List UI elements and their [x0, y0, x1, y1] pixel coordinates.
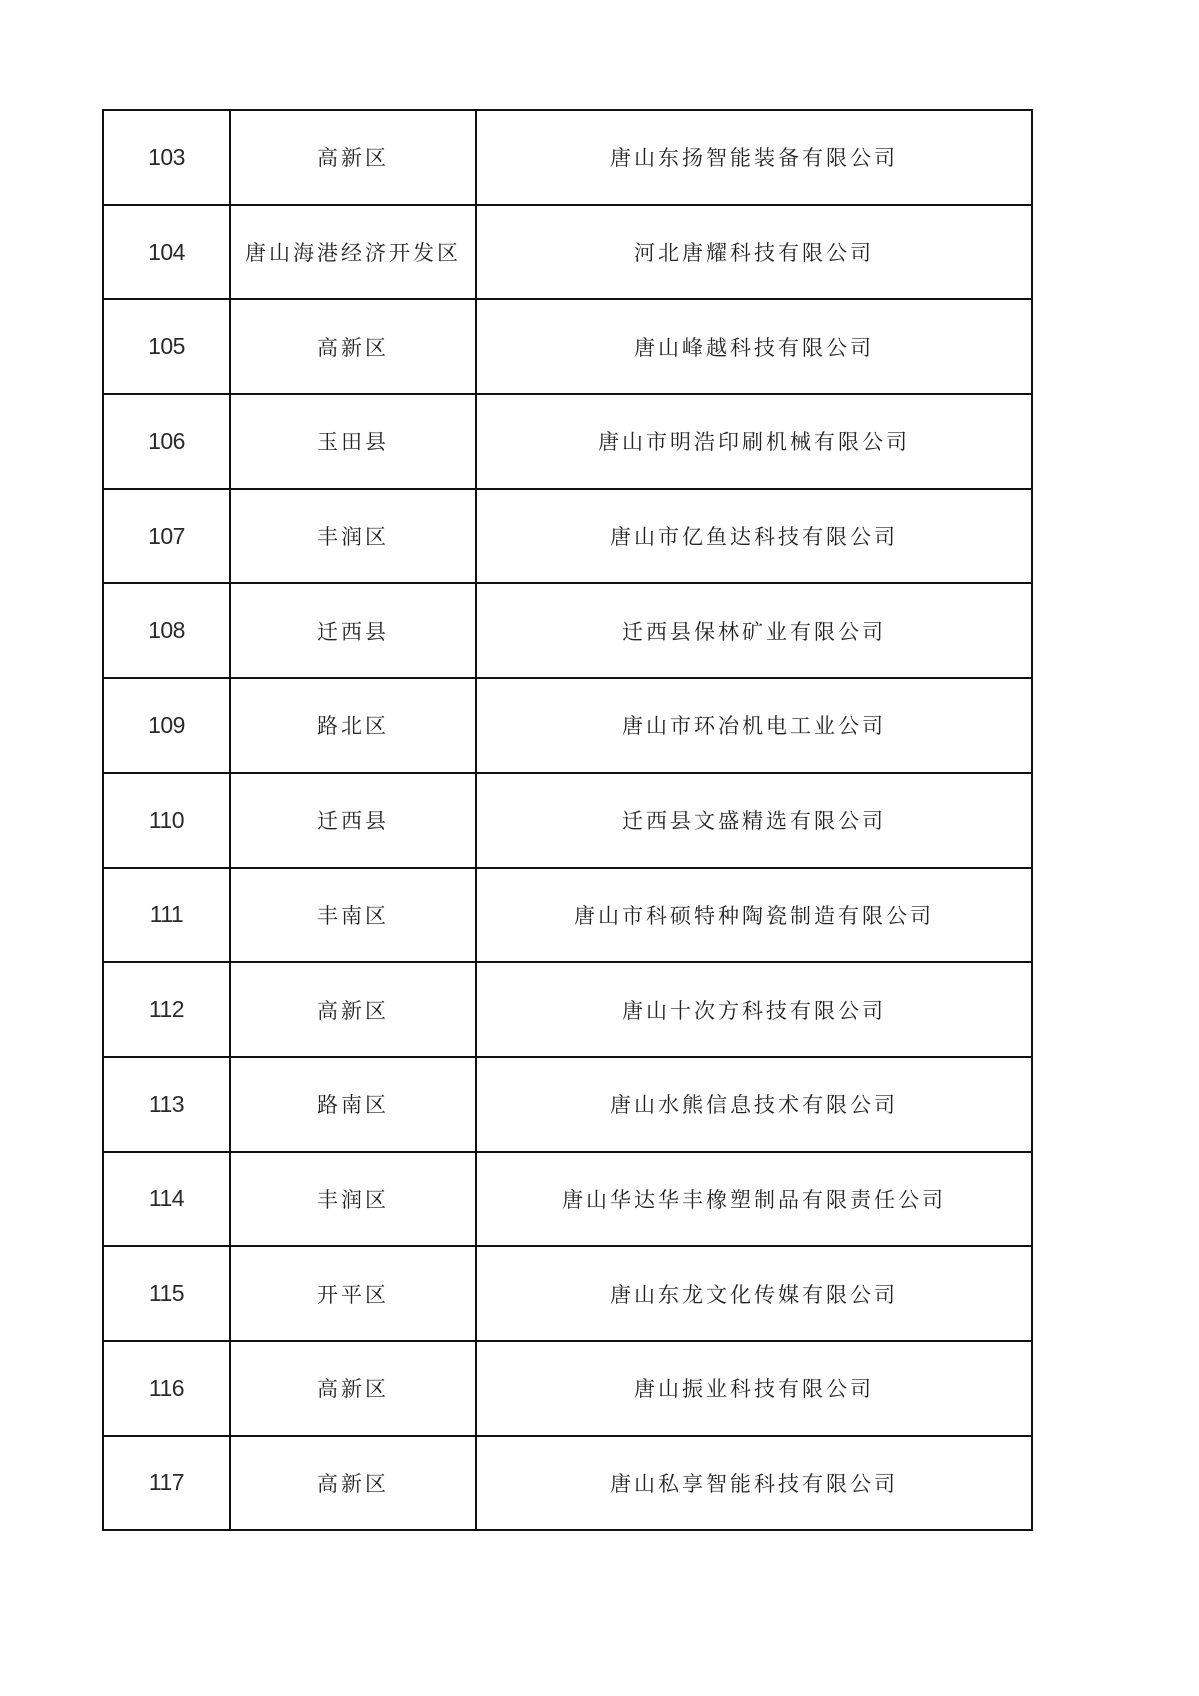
company-name-cell: 唐山水熊信息技术有限公司 — [476, 1057, 1032, 1152]
table-row — [103, 962, 1032, 1057]
row-number: 105 — [103, 299, 230, 394]
table-row — [103, 1246, 1032, 1341]
company-name-cell: 唐山市明浩印刷机械有限公司 — [476, 394, 1032, 489]
district-cell: 高新区 — [230, 110, 476, 205]
row-number: 106 — [103, 394, 230, 489]
row-number: 104 — [103, 205, 230, 300]
table-row — [103, 299, 1032, 394]
company-name-cell: 迁西县文盛精选有限公司 — [476, 773, 1032, 868]
table-row — [103, 1057, 1032, 1152]
company-name-cell: 唐山振业科技有限公司 — [476, 1341, 1032, 1436]
company-list-table — [102, 109, 1033, 1531]
district-cell: 路北区 — [230, 678, 476, 773]
district-cell: 迁西县 — [230, 773, 476, 868]
district-cell: 高新区 — [230, 1436, 476, 1531]
row-number: 115 — [103, 1246, 230, 1341]
district-cell: 丰南区 — [230, 868, 476, 963]
district-cell: 唐山海港经济开发区 — [230, 205, 476, 300]
company-name-cell: 唐山私享智能科技有限公司 — [476, 1436, 1032, 1531]
company-name-cell: 唐山东扬智能装备有限公司 — [476, 110, 1032, 205]
table-row — [103, 868, 1032, 963]
company-name-cell: 唐山峰越科技有限公司 — [476, 299, 1032, 394]
row-number: 114 — [103, 1152, 230, 1247]
company-name-cell: 唐山华达华丰橡塑制品有限责任公司 — [476, 1152, 1032, 1247]
company-name-cell: 唐山市亿鱼达科技有限公司 — [476, 489, 1032, 584]
district-cell: 玉田县 — [230, 394, 476, 489]
company-name-cell: 唐山市科硕特种陶瓷制造有限公司 — [476, 868, 1032, 963]
district-cell: 路南区 — [230, 1057, 476, 1152]
row-number: 103 — [103, 110, 230, 205]
district-cell: 高新区 — [230, 299, 476, 394]
row-number: 107 — [103, 489, 230, 584]
row-number: 109 — [103, 678, 230, 773]
table-row — [103, 678, 1032, 773]
company-name-cell: 唐山东龙文化传媒有限公司 — [476, 1246, 1032, 1341]
district-cell: 丰润区 — [230, 489, 476, 584]
district-cell: 迁西县 — [230, 583, 476, 678]
table-row — [103, 1436, 1032, 1531]
table-row — [103, 773, 1032, 868]
row-number: 117 — [103, 1436, 230, 1531]
row-number: 116 — [103, 1341, 230, 1436]
company-name-cell: 迁西县保林矿业有限公司 — [476, 583, 1032, 678]
table-row — [103, 394, 1032, 489]
row-number: 111 — [103, 868, 230, 963]
table-row — [103, 110, 1032, 205]
district-cell: 丰润区 — [230, 1152, 476, 1247]
company-name-cell: 河北唐耀科技有限公司 — [476, 205, 1032, 300]
district-cell: 开平区 — [230, 1246, 476, 1341]
row-number: 113 — [103, 1057, 230, 1152]
row-number: 112 — [103, 962, 230, 1057]
row-number: 110 — [103, 773, 230, 868]
table-row — [103, 583, 1032, 678]
row-number: 108 — [103, 583, 230, 678]
district-cell: 高新区 — [230, 962, 476, 1057]
table-row — [103, 1341, 1032, 1436]
company-name-cell: 唐山市环冶机电工业公司 — [476, 678, 1032, 773]
company-name-cell: 唐山十次方科技有限公司 — [476, 962, 1032, 1057]
table-row — [103, 205, 1032, 300]
district-cell: 高新区 — [230, 1341, 476, 1436]
table-row — [103, 489, 1032, 584]
table-row — [103, 1152, 1032, 1247]
